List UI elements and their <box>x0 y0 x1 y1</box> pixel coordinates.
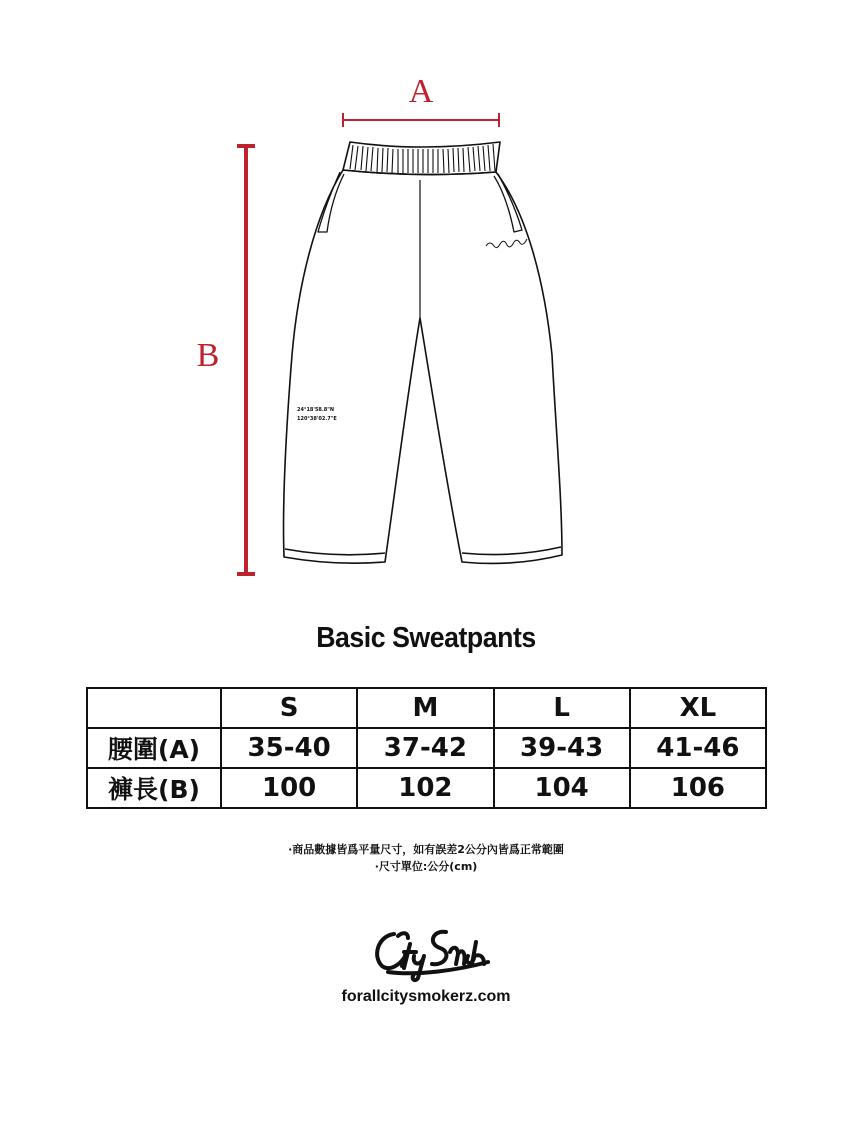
table-header-cell: S <box>221 688 357 728</box>
table-cell: 35-40 <box>221 728 357 768</box>
coordinate-print-line-1: 24°18'58.8"N <box>297 407 335 413</box>
brand-script-logo <box>368 922 492 984</box>
dimension-line-b <box>237 146 255 574</box>
product-title: Basic Sweatpants <box>316 622 536 654</box>
table-header-row <box>87 688 766 728</box>
brand-website: forallcitysmokerz.com <box>341 988 511 1005</box>
table-cell: 37-42 <box>357 728 493 768</box>
row-label-waist: 腰圍(A) <box>87 728 221 768</box>
unit-note: ·尺寸單位:公分(cm) <box>374 860 478 873</box>
table-cell: 41-46 <box>630 728 766 768</box>
table-cell: 100 <box>221 768 357 808</box>
script-print <box>486 239 527 248</box>
size-chart-table <box>86 687 767 809</box>
row-label-length: 褲長(B) <box>87 768 221 808</box>
measurement-note: ·商品數據皆爲平量尺寸，如有誤差2公分內皆爲正常範圍 <box>288 843 564 856</box>
coordinate-print-line-2: 120°38'02.7"E <box>297 416 337 422</box>
table-cell: 104 <box>494 768 630 808</box>
pants-body <box>283 170 562 563</box>
dimension-label-b: B <box>196 337 220 374</box>
dimension-label-a: A <box>408 73 434 110</box>
right-pocket <box>494 174 522 232</box>
dimension-line-a <box>343 113 499 127</box>
table-header-cell: M <box>357 688 493 728</box>
table-row <box>87 728 766 768</box>
left-pocket <box>318 172 344 232</box>
table-cell: 106 <box>630 768 766 808</box>
table-header-cell: L <box>494 688 630 728</box>
table-header-cell: XL <box>630 688 766 728</box>
table-cell: 102 <box>357 768 493 808</box>
table-header-cell <box>87 688 221 728</box>
table-row <box>87 768 766 808</box>
table-cell: 39-43 <box>494 728 630 768</box>
pants-outline <box>283 142 562 563</box>
